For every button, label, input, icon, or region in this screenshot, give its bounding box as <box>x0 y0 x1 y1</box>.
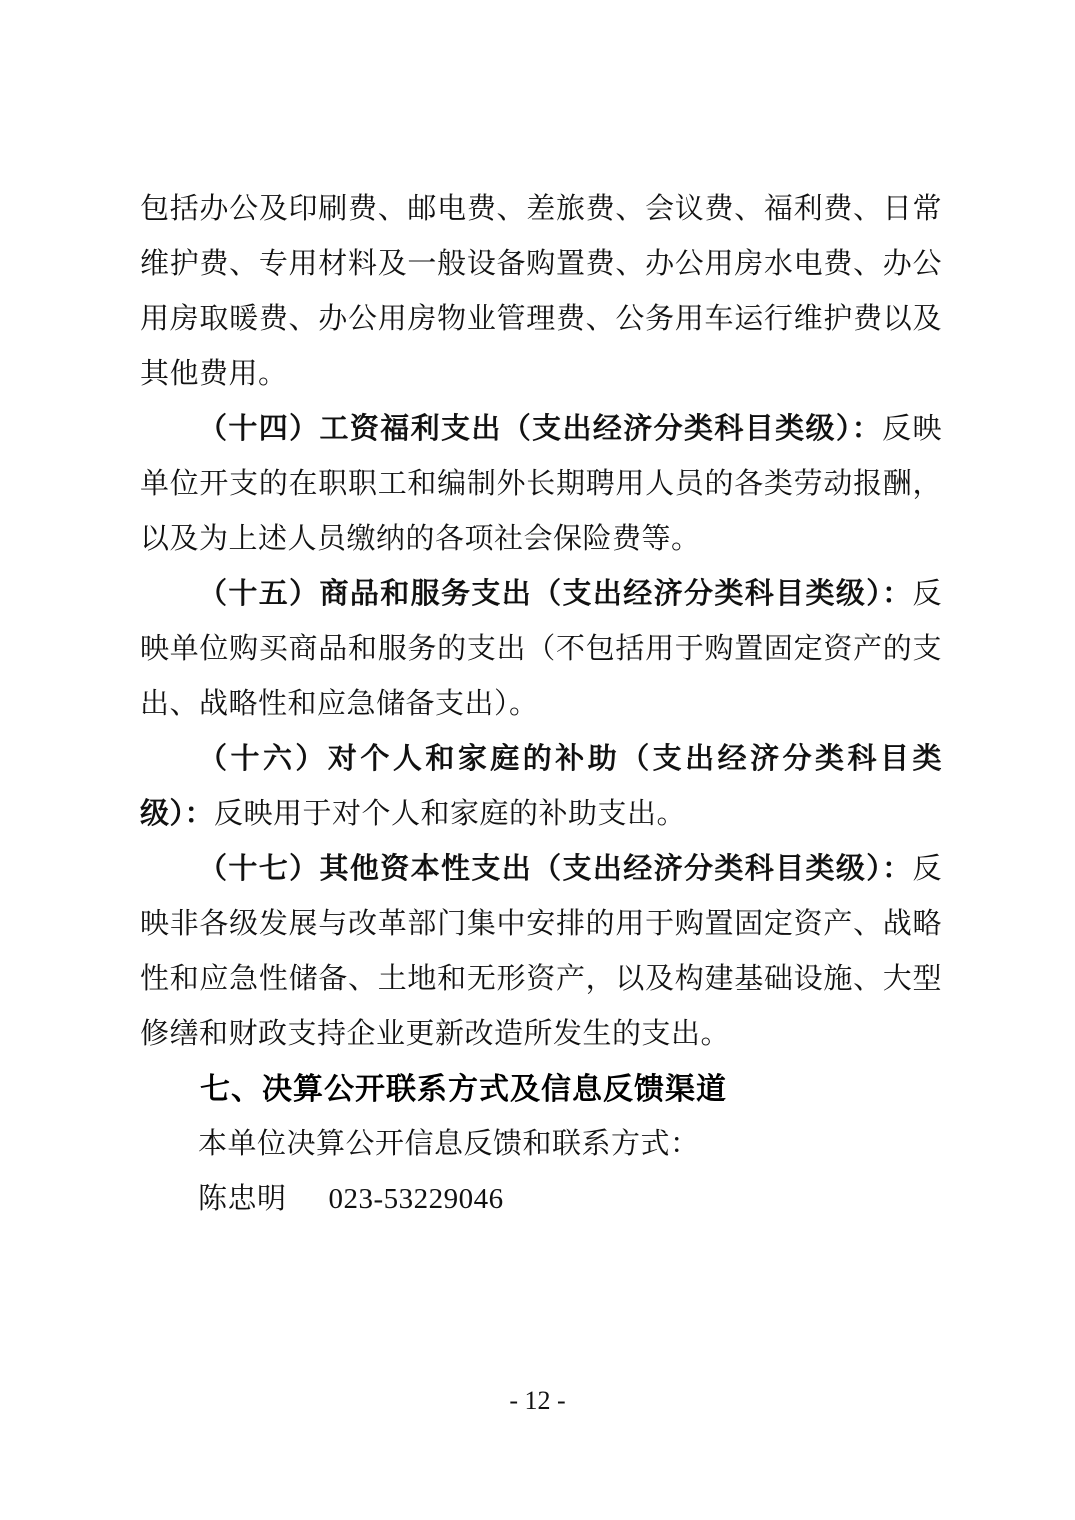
paragraph-item-14 <box>140 402 942 567</box>
page-number: - 12 - <box>509 1386 566 1415</box>
paragraph-continuation <box>140 182 942 402</box>
paragraph-item-17 <box>140 842 942 1062</box>
paragraph-item-15 <box>140 567 942 732</box>
paragraph-item-16 <box>140 732 942 842</box>
document-body <box>140 182 942 1227</box>
paragraph-text: 包括办公及印刷费、邮电费、差旅费、会议费、福利费、日常维护费、专用材料及一般设备购置费、办公用房水电费、办公用房取暖费、办公用房物业管理费、公务用车运行维护费以及其他费用。 <box>140 193 942 390</box>
section-heading: 七、决算公开联系方式及信息反馈渠道 <box>200 1073 727 1106</box>
paragraph-text: 反映非各级发展与改革部门集中安排的用于购置固定资产、战略性和应急性储备、土地和无形资产，以及构建基础设施、大型修缮和财政支持企业更新改造所发生的支出。 <box>140 853 942 1050</box>
paragraph-text: 反映单位开支的在职职工和编制外长期聘用人员的各类劳动报酬，以及为上述人员缴纳的各项社会保险费等。 <box>140 413 942 555</box>
paragraph-lead: （十四）工资福利支出（支出经济分类科目类级）： <box>198 413 883 445</box>
contact-line <box>140 1172 942 1227</box>
paragraph-lead: （十六）对个人和家庭的补助（支出经济分类科目类级）： <box>140 743 942 830</box>
paragraph-lead: （十七）其他资本性支出（支出经济分类科目类级）： <box>198 853 913 885</box>
contact-phone: 023-53229046 <box>328 1183 504 1215</box>
paragraph-lead: （十五）商品和服务支出（支出经济分类科目类级）： <box>198 578 913 610</box>
contact-intro: 本单位决算公开信息反馈和联系方式： <box>198 1128 700 1160</box>
paragraph-text: 反映用于对个人和家庭的补助支出。 <box>214 798 687 830</box>
contact-name: 陈忠明 <box>198 1183 287 1215</box>
paragraph-text: 反映单位购买商品和服务的支出（不包括用于购置固定资产的支出、战略性和应急储备支出）。 <box>140 578 942 720</box>
